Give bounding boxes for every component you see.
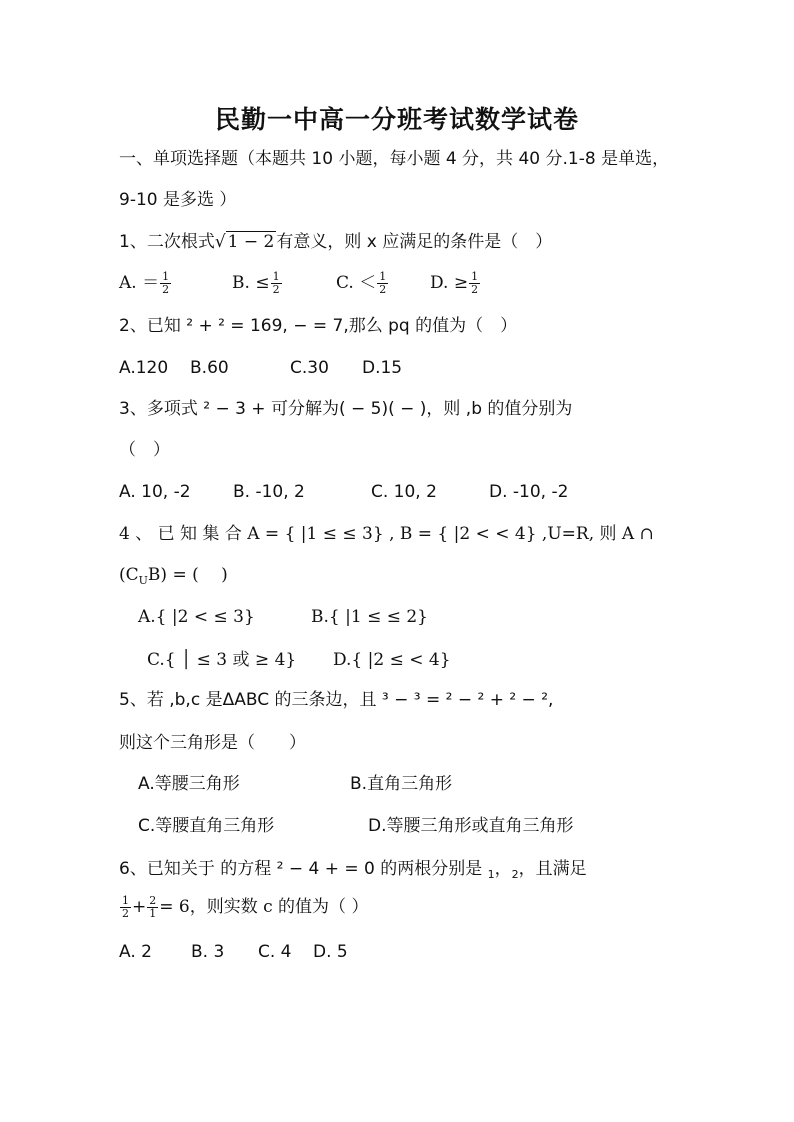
q1-option-c: C. ＜ $\frac{1}{2}$ [336, 270, 387, 296]
question-5-line2: 则这个三角形是（ ） [119, 733, 306, 753]
q1-option-b: B. ≤ $\frac{1}{2}$ [232, 270, 280, 296]
q2-option-d: D.15 [362, 358, 403, 378]
q6-fraction-2: $\frac{2}{1}$ [149, 894, 157, 920]
q3-option-b: B. -10, 2 [233, 482, 305, 502]
question-6-line2: $\frac{1}{2}$ + $\frac{2}{1}$ = 6，则实数 c 的值为（ ） [122, 894, 369, 920]
q5-option-b: B.直角三角形 [350, 774, 453, 794]
q2-option-a: A.120 [119, 358, 169, 378]
question-4-line2: $(C_UB)$ = ( ) [119, 565, 228, 587]
q5-option-c: C.等腰直角三角形 [138, 816, 275, 836]
q6-fraction-1: $\frac{1}{2}$ [122, 894, 129, 920]
q5-option-d: D.等腰三角形或直角三角形 [368, 816, 574, 836]
question-3-line1: 3、多项式 ² − 3 + 可分解为( − 5)( − )，则 ,b 的值分别为 [119, 399, 573, 419]
q4-option-c: C.{ │ ≤ 3 或 ≥ 4} [147, 650, 297, 670]
question-1-suffix: 有意义，则 x 应满足的条件是（ ） [276, 232, 553, 252]
q3-option-c: C. 10, 2 [371, 482, 437, 502]
q6-option-c: C. 4 [258, 942, 292, 962]
q2-option-b: B.60 [190, 358, 229, 378]
q4-option-a: A.{ |2 < ≤ 3} [138, 607, 255, 627]
q4-option-d: D.{ |2 ≤ < 4} [333, 650, 451, 670]
q5-option-a: A.等腰三角形 [138, 774, 240, 794]
q3-option-a: A. 10, -2 [119, 482, 191, 502]
sqrt-expression: √ 1 − 2 [214, 232, 275, 252]
question-2: 2、已知 ² + ² = 169, − = 7,那么 pq 的值为（ ） [119, 316, 518, 336]
q4-option-b: B.{ |1 ≤ ≤ 2} [311, 607, 428, 627]
question-5-line1: 5、若 ,b,c 是ΔABC 的三条边，且 ³ − ³ = ² − ² + ² − ², [119, 690, 554, 710]
question-6-line1: 6、已知关于 的方程 ² − 4 + = 0 的两根分别是 $_1$，$_2$，且满足 [119, 859, 587, 881]
q3-option-d: D. -10, -2 [489, 482, 569, 502]
question-1 [119, 230, 552, 254]
question-4-line1: 4 、 已 知 集 合 A = { |1 ≤ ≤ 3} , B = { |2 < < 4} ,U=R, 则 A ∩ [119, 524, 654, 544]
q2-option-c: C.30 [290, 358, 329, 378]
question-3-line2: （ ） [119, 440, 170, 460]
section1-heading-line1: 一、单项选择题（本题共 10 小题，每小题 4 分，共 40 分.1-8 是单选， [119, 149, 670, 169]
q6-option-b: B. 3 [191, 942, 225, 962]
sqrt-radicand: 1 − 2 [227, 232, 275, 252]
question-1-prefix: 1、二次根式 [119, 232, 215, 252]
q1-option-d: D. ≥ $\frac{1}{2}$ [430, 270, 479, 296]
exam-title: 民勤一中高一分班考试数学试卷 [214, 105, 579, 134]
q1-option-a: A. ＝ $\frac{1}{2}$ [119, 270, 170, 296]
section1-heading-line2: 9-10 是多选 ） [119, 190, 237, 210]
q6-option-d: D. 5 [313, 942, 348, 962]
q6-option-a: A. 2 [119, 942, 152, 962]
